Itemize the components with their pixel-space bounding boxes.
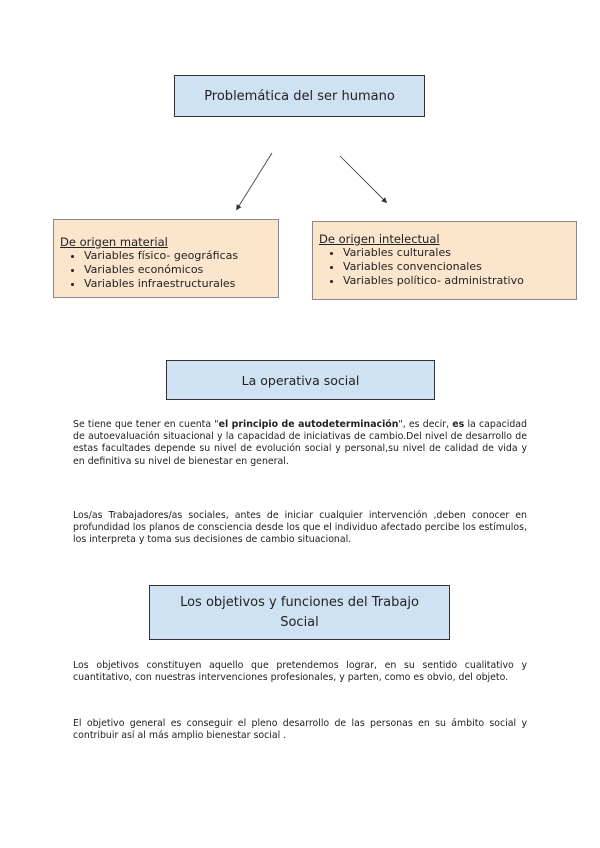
paragraph-text: la capacidad de autoevaluación situacional y la capacidad de iniciativas de cambio.Del nivel de desarrollo de estas facultades depende su nivel de evolución social y personal,su nivel de calidad de vida y en definitiva su nivel de bienestar en general. — [73, 419, 528, 467]
intellectual-origin-box — [312, 221, 577, 300]
paragraph: Los/as Trabajadores/as sociales, antes de iniciar cualquier intervención ,deben conocer en profundidad los planos de consciencia desde los que el individuo afectado percibe los estímulos, los interpreta y toma sus decisiones de cambio situacional. — [73, 510, 527, 546]
material-origin-heading: De origen material — [60, 235, 168, 249]
material-origin-box — [53, 219, 279, 298]
intellectual-origin-list — [319, 246, 576, 288]
list-item: • Variables físico- geográficas — [84, 249, 278, 263]
paragraph — [73, 419, 527, 468]
arrow-right — [340, 156, 386, 202]
section-title: Los objetivos y funciones del Trabajo Social — [180, 594, 419, 630]
list-item: • Variables económicos — [84, 263, 278, 277]
list-item: • Variables político- administrativo — [343, 274, 576, 288]
paragraph-text: Se tiene que tener en cuenta " — [73, 419, 219, 430]
operativa-social-title-box — [166, 360, 435, 400]
bold-text: el principio de autodeterminación — [218, 419, 399, 430]
list-item: • Variables convencionales — [343, 260, 576, 274]
paragraph: Los objetivos constituyen aquello que pretendemos lograr, en su sentido cualitativo y cuantitativo, con nuestras intervenciones profesionales, y parten, como es obvio, del objeto. — [73, 660, 527, 684]
material-origin-list — [60, 249, 278, 291]
section-title: La operativa social — [241, 372, 360, 388]
title-box-label: Problemática del ser humano — [204, 88, 395, 104]
list-item: • Variables infraestructurales — [84, 277, 278, 291]
objetivos-title-box — [149, 585, 450, 640]
bold-text: es — [452, 419, 465, 430]
paragraph-text: ", es decir, — [398, 419, 453, 430]
arrow-left — [237, 153, 272, 209]
list-item: • Variables culturales — [343, 246, 576, 260]
paragraph: El objetivo general es conseguir el pleno desarrollo de las personas en su ámbito social y contribuir así al más amplio bienestar social . — [73, 718, 527, 742]
intellectual-origin-heading: De origen intelectual — [319, 232, 440, 246]
